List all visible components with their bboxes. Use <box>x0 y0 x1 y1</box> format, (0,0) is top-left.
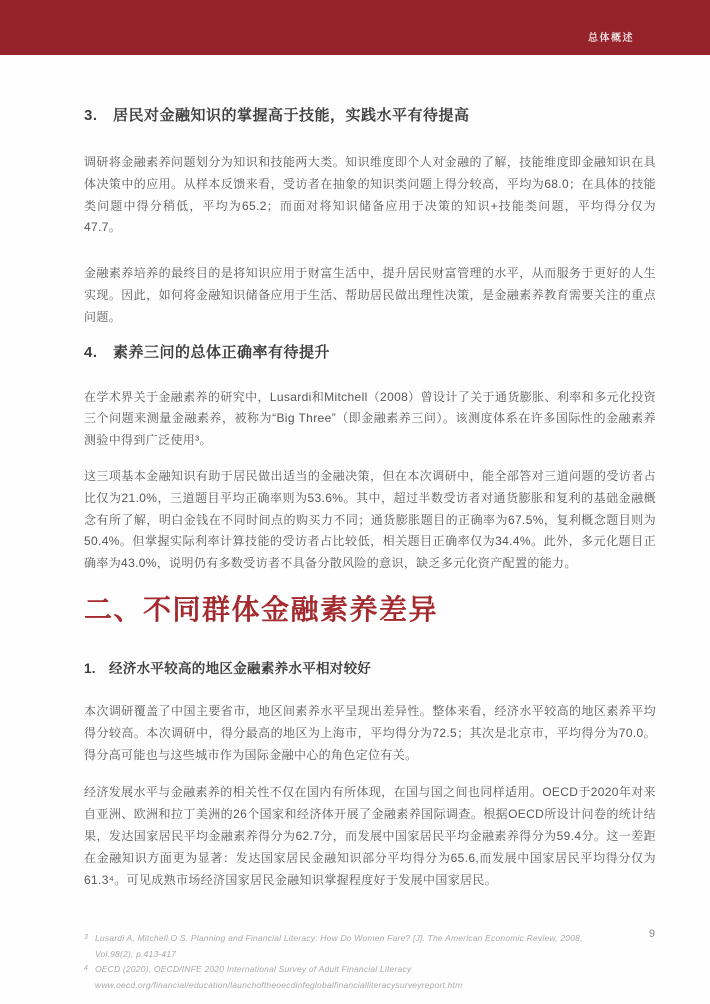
footnote-text <box>95 962 462 993</box>
footnote-marker: 4 <box>84 965 89 972</box>
heading-text: 素养三问的总体正确率有待提升 <box>113 343 331 361</box>
paragraph-big-three-origin: 在学术界关于金融素养的研究中，Lusardi和Mitchell（2008）曾设计了关于通货膨胀、利率和多元化投资三个问题来测量金融素养，被称为“Big Three”（即金融素养三问）。该测度体系在许多国际性的金融素养测验中得到广泛使用³。 <box>84 389 656 448</box>
heading-number: 1. <box>84 660 96 676</box>
chapter-heading-group-differences: 二、不同群体金融素养差异 <box>84 593 439 625</box>
paragraph-survey-categories: 调研将金融素养问题划分为知识和技能两大类。知识维度即个人对金融的了解，技能维度即金融知识在具体决策中的应用。从样本反馈来看，受访者在抽象的知识类问题上得分较高，平均为68.0；在具体的技能类问题中得分稍低，平均为65.2；而面对将知识储备应用于决策的知识+技能类问题，平均得分仅为47.7。 <box>84 155 656 235</box>
subheading-region-literacy <box>84 659 656 679</box>
paragraph-region-scores: 本次调研覆盖了中国主要省市，地区间素养水平呈现出差异性。整体来看，经济水平较高的地区素养平均得分较高。本次调研中，得分最高的地区为上海市，平均得分为72.5；其次是北京市，平均得分为70.0。得分高可能也与这些城市作为国际金融中心的角色定位有关。 <box>84 703 656 762</box>
heading-knowledge-vs-skill <box>84 104 656 128</box>
paragraph-oecd-comparison: 经济发展水平与金融素养的相关性不仅在国内有所体现，在国与国之间也同样适用。OECD于2020年对来自亚洲、欧洲和拉丁美洲的26个国家和经济体开展了金融素养国际调查。根据OECD所设计问卷的统计结果，发达国家居民平均金融素养得分为62.7分，而发展中国家居民平均金融素养得分为59.4分。这一差距在金融知识方面更为显著：发达国家居民金融知识部分平均得分为65.6,而发展中国家居民平均得分仅为61.3⁴。可见成熟市场经济国家居民金融知识掌握程度好于发展中国家居民。 <box>84 785 656 887</box>
footnote-marker: 3 <box>84 934 89 941</box>
footnote-reference: OECD (2020), OECD/INFE 2020 International Survey of Adult Financial Literacy <box>95 964 412 974</box>
heading-number: 4. <box>84 343 98 361</box>
header-section-label: 总体概述 <box>588 33 634 44</box>
heading-text: 经济水平较高的地区金融素养水平相对较好 <box>109 660 372 676</box>
footnotes-block <box>84 931 614 993</box>
paragraph-training-goal: 金融素养培养的最终目的是将知识应用于财富生活中，提升居民财富管理的水平，从而服务于更好的人生实现。因此，如何将金融知识储备应用于生活、帮助居民做出理性决策，是金融素养教育需要关注的重点问题。 <box>84 266 656 324</box>
footnote-oecd <box>84 962 614 993</box>
footnote-url: www.oecd.org/financial/education/launchoftheoecdinfeglobalfinancialliteracysurveyreport.htm <box>95 979 463 990</box>
footnote-text: Lusardi A, Mitchell O S. Planning and Financial Literacy: How Do Women Fare? [J]. The American Economic Review, 2008, Vol.98(2), p.413-417 <box>95 933 583 959</box>
page-body <box>0 55 710 891</box>
heading-text: 居民对金融知识的掌握高于技能，实践水平有待提高 <box>113 107 470 124</box>
heading-number: 3. <box>84 107 98 124</box>
heading-big-three-accuracy <box>84 341 656 365</box>
footnote-lusardi <box>84 931 614 962</box>
paragraph-big-three-results: 这三项基本金融知识有助于居民做出适当的金融决策，但在本次调研中，能全部答对三道问题的受访者占比仅为21.0%，三道题目平均正确率则为53.6%。其中，超过半数受访者对通货膨胀和复利的基础金融概念有所了解，明白金钱在不同时间点的购买力不同；通货膨胀题目的正确率为67.5%，复利概念题目则为50.4%。但掌握实际利率计算技能的受访者占比较低，相关题目正确率仅为34.4%。此外，多元化题目正确率为43.0%，说明仍有多数受访者不具备分散风险的意识，缺乏多元化资产配置的能力。 <box>84 468 656 571</box>
page-number: 9 <box>648 928 655 940</box>
page-header-bar <box>0 0 710 55</box>
